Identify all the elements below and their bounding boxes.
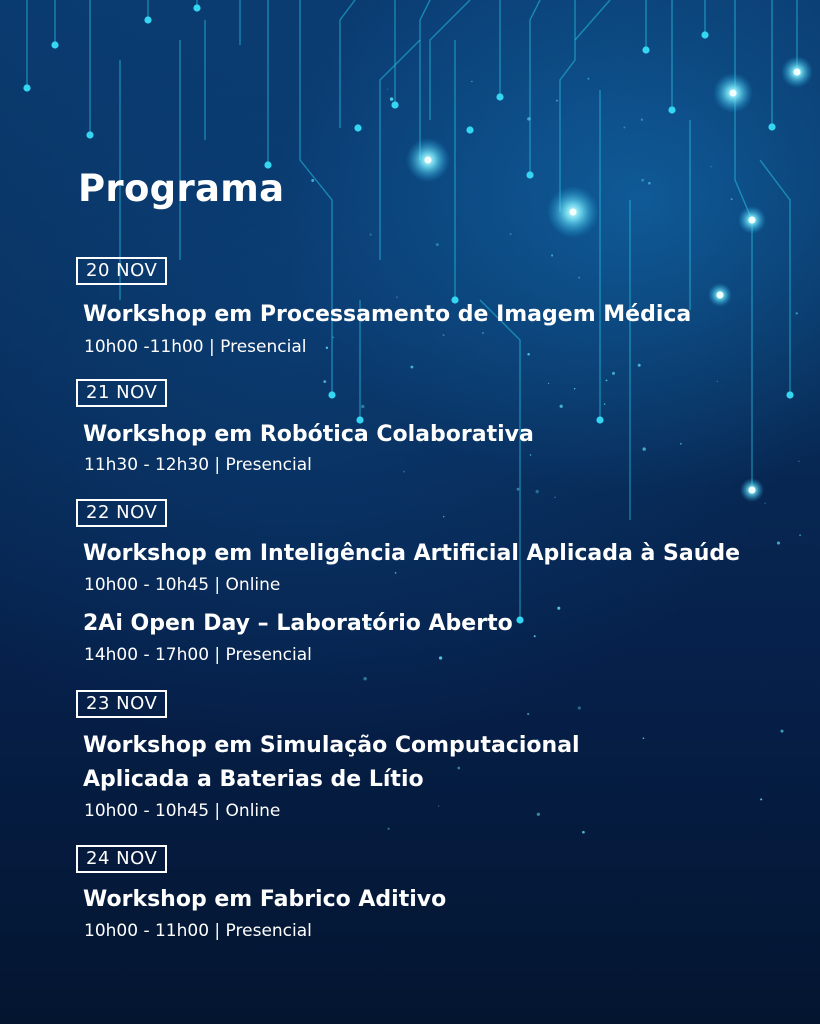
event-time: 11h30 - 12h30 | Presencial: [84, 455, 312, 475]
event-title: Workshop em Robótica Colaborativa: [83, 422, 534, 447]
event-time: 10h00 - 10h45 | Online: [84, 575, 281, 595]
date-badge: 23 NOV: [76, 690, 167, 718]
event-title: 2Ai Open Day – Laboratório Aberto: [83, 611, 513, 636]
event-time: 10h00 - 11h00 | Presencial: [84, 921, 312, 941]
date-badge: 24 NOV: [76, 845, 167, 873]
event-title-line-2: Aplicada a Baterias de Lítio: [83, 767, 424, 792]
event-time: 10h00 -11h00 | Presencial: [84, 337, 307, 357]
event-time: 10h00 - 10h45 | Online: [84, 801, 281, 821]
event-title: Workshop em Fabrico Aditivo: [83, 887, 447, 912]
date-badge: 22 NOV: [76, 499, 167, 527]
event-title: Workshop em Simulação Computacional: [83, 733, 580, 758]
page-title: Programa: [78, 167, 285, 210]
event-title: Workshop em Inteligência Artificial Aplicada à Saúde: [83, 541, 741, 566]
date-badge: 21 NOV: [76, 379, 167, 407]
event-title: Workshop em Processamento de Imagem Médica: [83, 302, 692, 327]
date-badge: 20 NOV: [76, 257, 167, 285]
event-time: 14h00 - 17h00 | Presencial: [84, 645, 312, 665]
